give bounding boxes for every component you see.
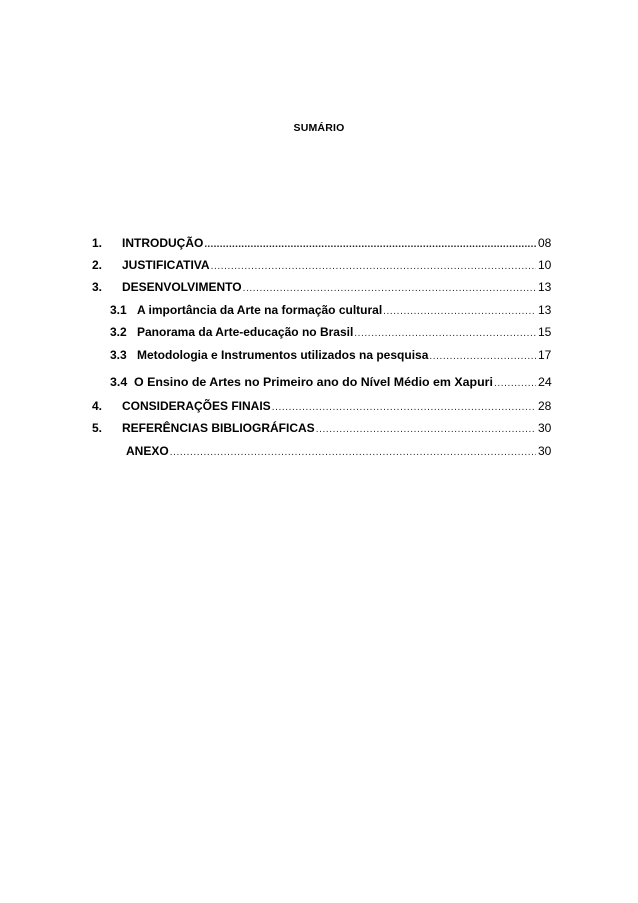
toc-entry-label: Panorama da Arte-educação no Brasil — [137, 325, 354, 339]
toc-subentry-3-4[interactable] — [110, 374, 550, 390]
toc-entry-label: A importância da Arte na formação cultural — [137, 303, 383, 317]
toc-leader-dots — [272, 400, 536, 416]
toc-entry-number: 4. — [92, 399, 103, 413]
toc-leader-dots — [204, 237, 536, 253]
toc-entry-number: 3.2 — [110, 325, 127, 339]
toc-entry-label: Metodologia e Instrumentos utilizados na pesquisa — [137, 348, 429, 362]
toc-leader-dots — [243, 281, 536, 297]
toc-entry-number: 2. — [92, 258, 103, 272]
toc-entry-referencias[interactable] — [92, 420, 550, 436]
toc-entry-number: 1. — [92, 236, 103, 250]
toc-entry-anexo[interactable] — [92, 443, 550, 459]
toc-entry-number: 3.4 — [110, 375, 128, 389]
toc-entry-label: JUSTIFICATIVA — [122, 258, 210, 272]
toc-entry-page: 08 — [538, 236, 552, 250]
toc-entry-introducao[interactable] — [92, 235, 550, 251]
toc-entry-page: 15 — [538, 325, 552, 339]
toc-entry-label: O Ensino de Artes no Primeiro ano do Nível Médio em Xapuri — [134, 375, 493, 389]
toc-subentry-3-2[interactable] — [110, 324, 550, 340]
toc-entry-label: REFERÊNCIAS BIBLIOGRÁFICAS — [122, 421, 315, 435]
toc-entry-label: INTRODUÇÃO — [122, 236, 204, 250]
page-title: SUMÁRIO — [293, 122, 345, 134]
toc-entry-page: 30 — [538, 421, 552, 435]
toc-subentry-3-3[interactable] — [110, 347, 550, 363]
toc-entry-page: 13 — [538, 303, 552, 317]
toc-leader-dots — [316, 422, 536, 438]
toc-entry-label: ANEXO — [126, 444, 169, 458]
toc-entry-number: 3.3 — [110, 348, 127, 362]
toc-entry-consideracoes-finais[interactable] — [92, 398, 550, 414]
toc-leader-dots — [211, 259, 536, 275]
toc-entry-number: 3. — [92, 280, 103, 294]
toc-entry-page: 10 — [538, 258, 552, 272]
toc-entry-page: 13 — [538, 280, 552, 294]
toc-leader-dots — [494, 376, 536, 392]
toc-entry-label: CONSIDERAÇÕES FINAIS — [122, 399, 271, 413]
toc-entry-desenvolvimento[interactable] — [92, 279, 550, 295]
toc-leader-dots — [429, 349, 536, 365]
toc-leader-dots — [354, 326, 536, 342]
toc-entry-page: 28 — [538, 399, 552, 413]
toc-entry-page: 30 — [538, 444, 552, 458]
toc-leader-dots — [383, 304, 536, 320]
toc-entry-page: 24 — [538, 375, 552, 389]
toc-leader-dots — [170, 445, 536, 461]
toc-subentry-3-1[interactable] — [110, 302, 550, 318]
toc-entry-label: DESENVOLVIMENTO — [122, 280, 242, 294]
toc-entry-number: 5. — [92, 421, 103, 435]
toc-entry-page: 17 — [538, 348, 552, 362]
toc-entry-number: 3.1 — [110, 303, 127, 317]
toc-entry-justificativa[interactable] — [92, 257, 550, 273]
